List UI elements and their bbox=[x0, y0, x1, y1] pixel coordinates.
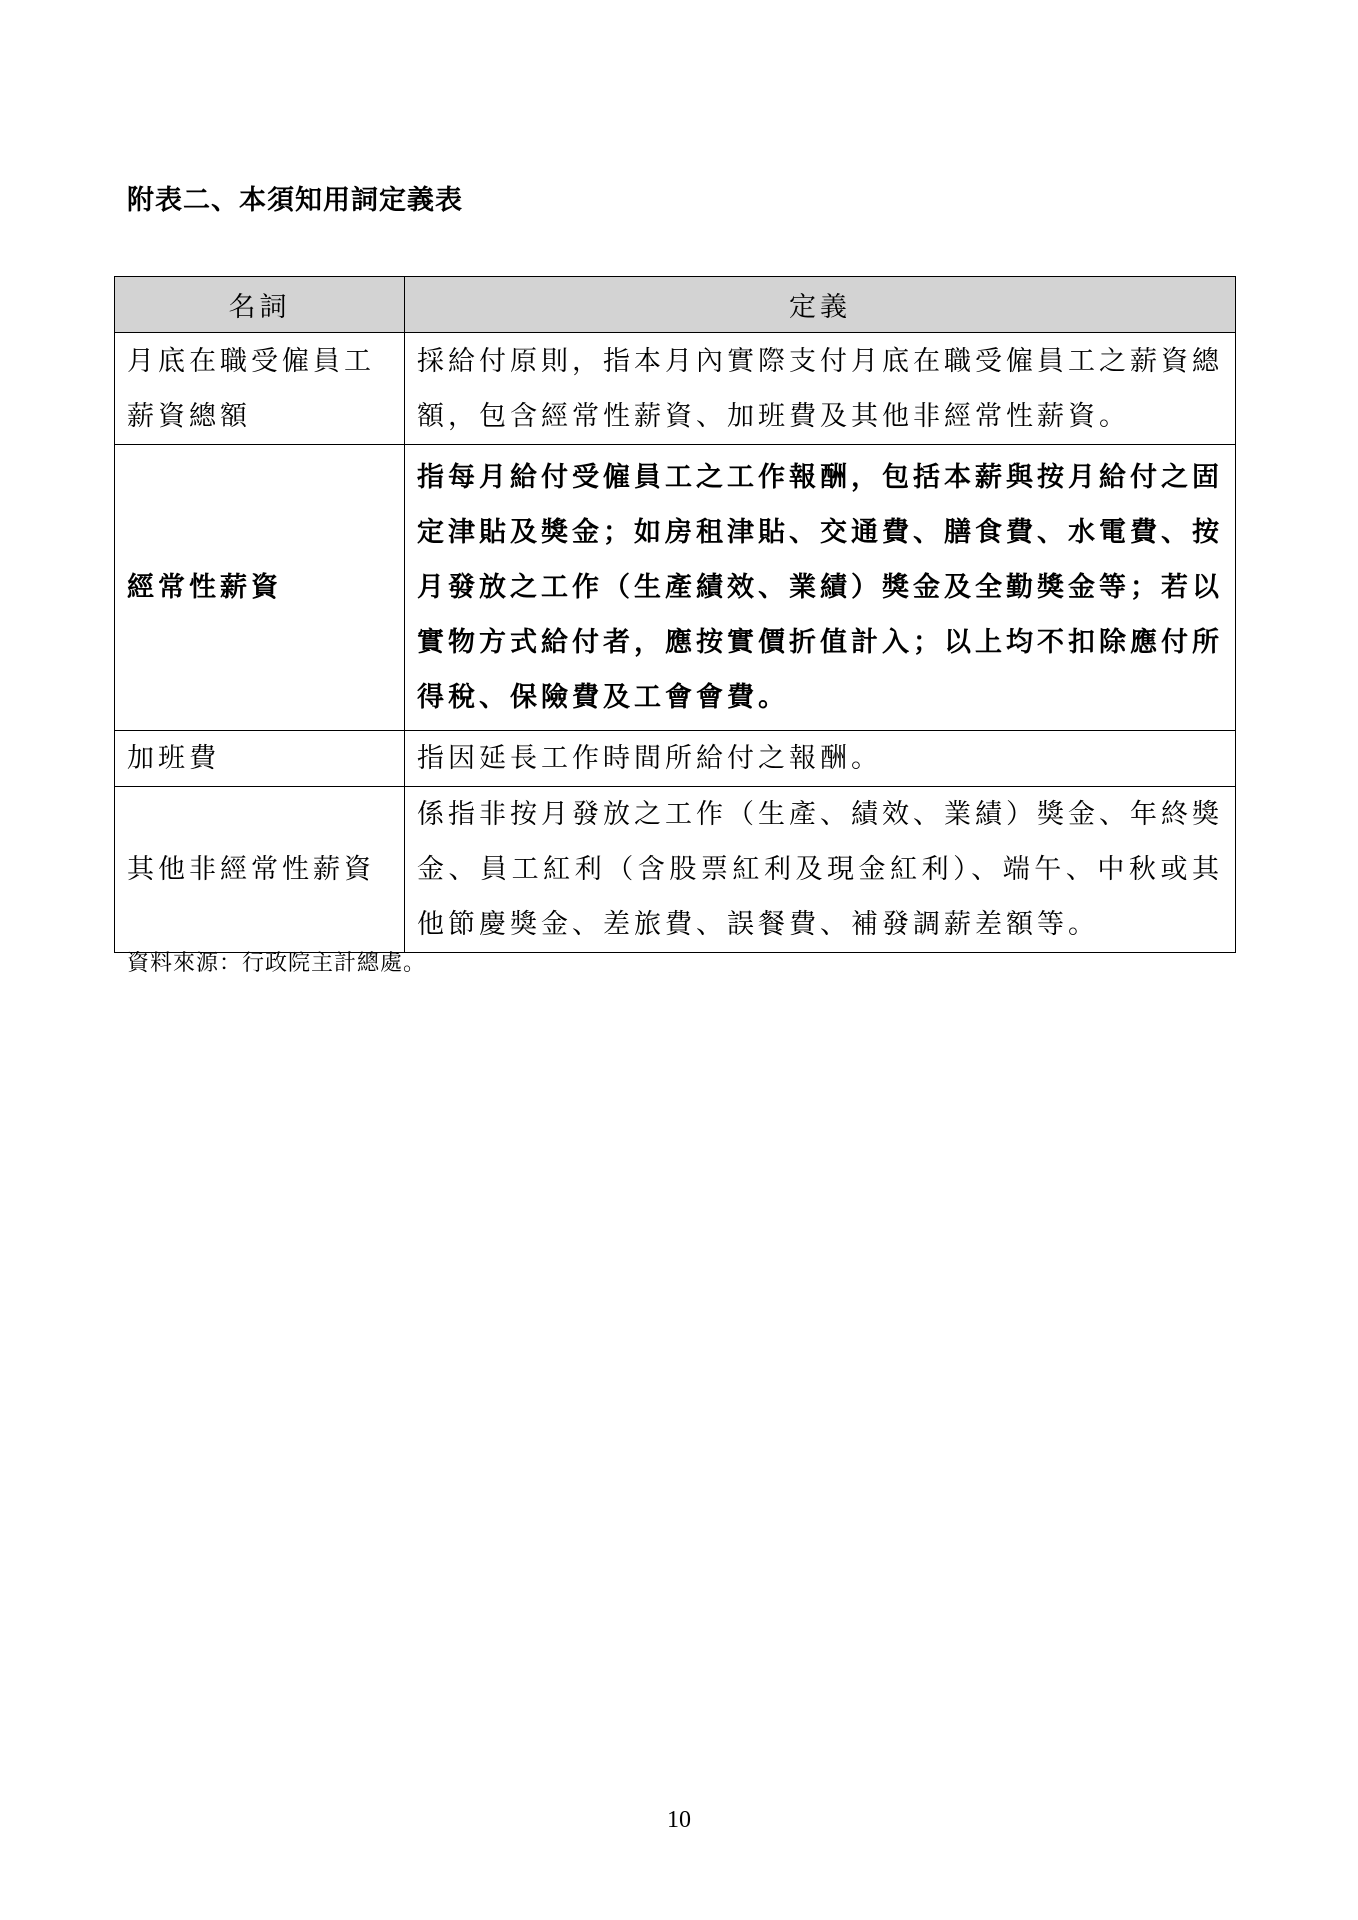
table-row bbox=[115, 787, 1236, 953]
term-cell: 其他非經常性薪資 bbox=[115, 787, 405, 953]
definition-cell: 採給付原則，指本月內實際支付月底在職受僱員工之薪資總額，包含經常性薪資、加班費及其他非經常性薪資。 bbox=[405, 333, 1236, 445]
table-row bbox=[115, 731, 1236, 787]
definition-cell: 係指非按月發放之工作（生產、績效、業績）獎金、年終獎金、員工紅利（含股票紅利及現金紅利）、端午、中秋或其他節慶獎金、差旅費、誤餐費、補發調薪差額等。 bbox=[405, 787, 1236, 953]
term-cell: 經常性薪資 bbox=[115, 445, 405, 731]
term-cell: 加班費 bbox=[115, 731, 405, 787]
header-definition: 定義 bbox=[405, 277, 1236, 333]
definition-cell: 指因延長工作時間所給付之報酬。 bbox=[405, 731, 1236, 787]
page-number: 10 bbox=[667, 1807, 691, 1833]
table-header-row bbox=[115, 277, 1236, 333]
term-cell: 月底在職受僱員工薪資總額 bbox=[115, 333, 405, 445]
definition-cell: 指每月給付受僱員工之工作報酬，包括本薪與按月給付之固定津貼及獎金；如房租津貼、交通費、膳食費、水電費、按月發放之工作（生產績效、業績）獎金及全勤獎金等；若以實物方式給付者，應按實價折值計入；以上均不扣除應付所得稅、保險費及工會會費。 bbox=[405, 445, 1236, 731]
source-note: 資料來源：行政院主計總處。 bbox=[127, 951, 427, 976]
definitions-table bbox=[114, 276, 1236, 953]
table-row bbox=[115, 333, 1236, 445]
page-title: 附表二、本須知用詞定義表 bbox=[127, 185, 463, 216]
table-row bbox=[115, 445, 1236, 731]
header-term: 名詞 bbox=[115, 277, 405, 333]
